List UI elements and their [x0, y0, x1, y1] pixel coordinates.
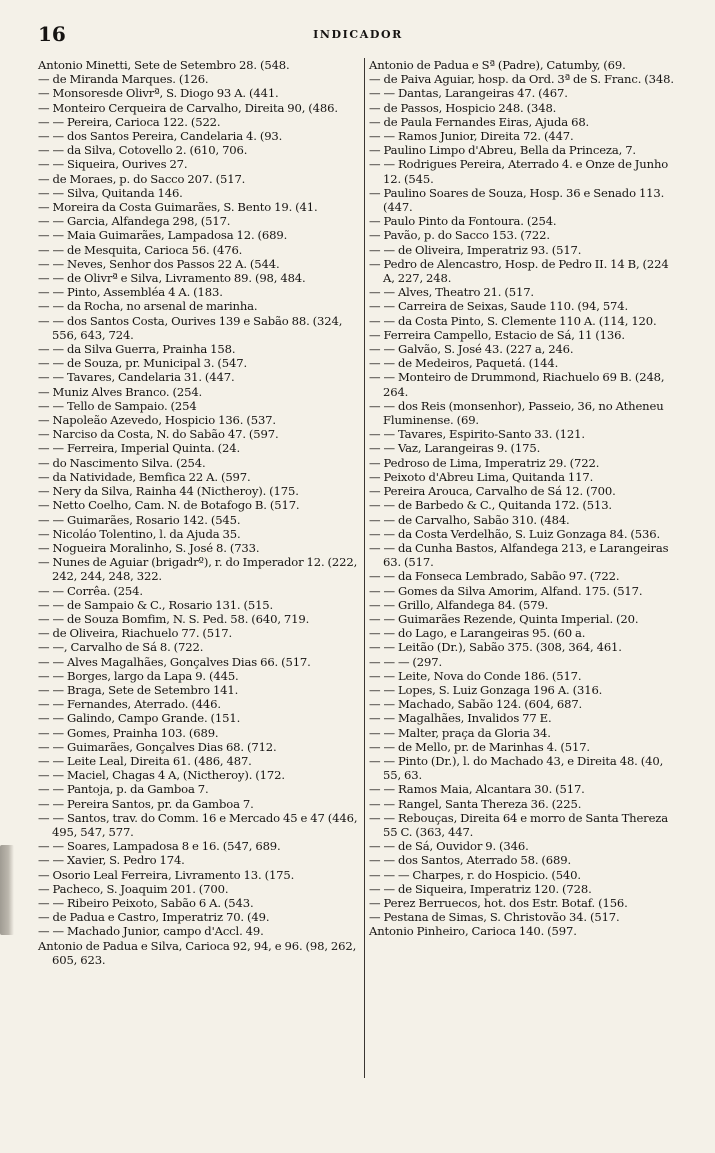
directory-entry: — — de Olivrª e Silva, Livramento 89. (98, 484. — [38, 271, 306, 286]
directory-entry: — Pacheco, S. Joaquim 201. (700. — [38, 881, 229, 896]
directory-entry: — Pavão, p. do Sacco 153. (722. — [369, 228, 550, 243]
directory-entry: — — Alves Magalhães, Gonçalves Dias 66. (517. — [38, 654, 311, 669]
directory-entry: — — Lopes, S. Luiz Gonzaga 196 A. (316. — [369, 682, 603, 697]
directory-entry: — Pedroso de Lima, Imperatriz 29. (722. — [369, 455, 600, 470]
directory-entry: — de Miranda Marques. (126. — [38, 72, 209, 87]
directory-entry: — de Passos, Hospicio 248. (348. — [369, 100, 557, 115]
directory-entry: — — Silva, Quitanda 146. — [38, 185, 183, 200]
directory-entry: — de Paula Fernandes Eiras, Ajuda 68. — [369, 114, 590, 129]
directory-entry: — Muniz Alves Branco. (254. — [38, 384, 203, 399]
directory-entry: — — de Medeiros, Paquetá. (144. — [369, 356, 559, 371]
directory-entry: — — da Silva Guerra, Prainha 158. — [38, 342, 236, 357]
page-header — [38, 22, 678, 46]
directory-entry: — — Pantoja, p. da Gamboa 7. — [38, 782, 209, 797]
directory-entry: — — Tavares, Espirito-Santo 33. (121. — [369, 427, 585, 442]
directory-entry: — — de Mesquita, Carioca 56. (476. — [38, 242, 243, 257]
directory-entry: — Netto Coelho, Cam. N. de Botafogo B. (517. — [38, 498, 300, 513]
directory-entry: — — do Lago, e Larangeiras 95. (60 a. — [369, 626, 586, 641]
directory-entry: — — da Rocha, no arsenal de marinha. — [38, 299, 258, 314]
directory-entry: — — Pereira, Carioca 122. (522. — [38, 114, 221, 129]
directory-entry: — — da Fonseca Lembrado, Sabão 97. (722. — [369, 569, 620, 584]
directory-entry: — — Pereira Santos, pr. da Gamboa 7. — [38, 796, 254, 811]
directory-entry: — — Ramos Maia, Alcantara 30. (517. — [369, 782, 585, 797]
directory-entry: — — Ribeiro Peixoto, Sabão 6 A. (543. — [38, 895, 254, 910]
directory-entry: Antonio Pinheiro, Carioca 140. (597. — [369, 924, 577, 939]
directory-entry: — — de Mello, pr. de Marinhas 4. (517. — [369, 739, 590, 754]
directory-entry: — de Moraes, p. do Sacco 207. (517. — [38, 171, 246, 186]
directory-entry: — Osorio Leal Ferreira, Livramento 13. (175. — [38, 867, 295, 882]
directory-entry: — — de Carvalho, Sabão 310. (484. — [369, 512, 570, 527]
directory-entry: — Pestana de Simas, S. Christovão 34. (517. — [369, 910, 620, 925]
directory-entry: — — Tavares, Candelaria 31. (447. — [38, 370, 235, 385]
directory-entry: — — Corrêa. (254. — [38, 583, 143, 598]
directory-entry: — — Maia Guimarães, Lampadosa 12. (689. — [38, 228, 288, 243]
directory-entry: — Monteiro Cerqueira de Carvalho, Direita 90, (486. — [38, 100, 338, 115]
directory-entry: — — Leite, Nova do Conde 186. (517. — [369, 668, 582, 683]
directory-entry: — da Natividade, Bemfica 22 A. (597. — [38, 469, 251, 484]
directory-entry: — — Leite Leal, Direita 61. (486, 487. — [38, 753, 252, 768]
directory-entry: — — Fernandes, Aterrado. (446. — [38, 697, 221, 712]
directory-entry: — — Galindo, Campo Grande. (151. — [38, 711, 241, 726]
directory-entry: — — Santos, trav. do Comm. 16 e Mercado 45 e 47 (446, 495, 547, 577. — [38, 810, 358, 839]
directory-entry: — — Pinto (Dr.), l. do Machado 43, e Direita 48. (40, 55, 63. — [369, 753, 664, 783]
directory-entry: — — Alves, Theatro 21. (517. — [369, 285, 534, 300]
directory-entry: — — Guimarães, Gonçalves Dias 68. (712. — [38, 739, 277, 754]
directory-entry: — Moreira da Costa Guimarães, S. Bento 19. (41. — [38, 200, 318, 215]
directory-entry: — — de Oliveira, Imperatriz 93. (517. — [369, 242, 582, 257]
directory-entry: — — Neves, Senhor dos Passos 22 A. (544. — [38, 256, 280, 271]
directory-entry: — — da Silva, Cotovello 2. (610, 706. — [38, 143, 248, 158]
directory-entry: — — Grillo, Alfandega 84. (579. — [369, 597, 549, 612]
directory-entry: — Narciso da Costa, N. do Sabão 47. (597. — [38, 427, 279, 442]
directory-entry: — — Machado, Sabão 124. (604, 687. — [369, 697, 583, 712]
right-column — [369, 58, 679, 939]
directory-entry: — — Tello de Sampaio. (254 — [38, 398, 197, 413]
directory-entry: — — — Charpes, r. do Hospicio. (540. — [369, 867, 581, 882]
directory-entry: — — Rodrigues Pereira, Aterrado 4. e Onze de Junho 12. (545. — [369, 157, 669, 186]
directory-entry: — — Galvão, S. José 43. (227 a, 246. — [369, 342, 574, 357]
directory-entry: — — Maciel, Chagas 4 A, (Nictheroy). (172. — [38, 768, 285, 783]
directory-entry: — — de Siqueira, Imperatriz 120. (728. — [369, 881, 592, 896]
directory-entry: — — Siqueira, Ourives 27. — [38, 157, 188, 172]
directory-entry: — — Borges, largo da Lapa 9. (445. — [38, 668, 239, 683]
directory-entry: — — Monteiro de Drummond, Riachuelo 69 B. (248, 264. — [369, 370, 665, 399]
directory-entry: — — Garcia, Alfandega 298, (517. — [38, 214, 231, 229]
directory-entry: — Nicoláo Tolentino, l. da Ajuda 35. — [38, 526, 241, 541]
directory-entry: — — Magalhães, Invalidos 77 E. — [369, 711, 552, 726]
directory-entry: — — da Costa Verdelhão, S. Luiz Gonzaga 84. (536. — [369, 526, 660, 541]
directory-entry: — — dos Santos, Aterrado 58. (689. — [369, 853, 572, 868]
directory-entry: — Napoleão Azevedo, Hospicio 136. (537. — [38, 413, 276, 428]
directory-entry: — do Nascimento Silva. (254. — [38, 455, 206, 470]
directory-entry: — Monsoresde Olivrª, S. Diogo 93 A. (441. — [38, 86, 279, 101]
directory-entry: — — Gomes, Prainha 103. (689. — [38, 725, 219, 740]
directory-entry: — — dos Reis (monsenhor), Passeio, 36, no Atheneu Fluminense. (69. — [369, 398, 664, 428]
directory-entry: — — — (297. — [369, 654, 443, 669]
column-divider — [364, 58, 365, 1078]
directory-entry: — Ferreira Campello, Estacio de Sá, 11 (136. — [369, 327, 625, 342]
directory-entry: — Pereira Arouca, Carvalho de Sá 12. (700. — [369, 484, 616, 499]
directory-entry: — — Malter, praça da Gloria 34. — [369, 725, 551, 740]
directory-entry: — — de Souza, pr. Municipal 3. (547. — [38, 356, 247, 371]
directory-entry: — — Soares, Lampadosa 8 e 16. (547, 689. — [38, 839, 281, 854]
directory-entry: Antonio de Padua e Sª (Padre), Catumby, (69. — [369, 58, 626, 72]
directory-entry: — — Vaz, Larangeiras 9. (175. — [369, 441, 541, 456]
directory-entry: — — Guimarães, Rosario 142. (545. — [38, 512, 241, 527]
directory-entry: Antonio Minetti, Sete de Setembro 28. (548. — [38, 58, 290, 72]
page-edge-stain — [0, 845, 14, 935]
directory-entry: — — dos Santos Costa, Ourives 139 e Sabão 88. (324, 556, 643, 724. — [38, 313, 343, 342]
directory-entry: — — de Barbedo & C., Quitanda 172. (513. — [369, 498, 612, 513]
directory-entry: — — Ferreira, Imperial Quinta. (24. — [38, 441, 241, 456]
directory-entry: — — da Costa Pinto, S. Clemente 110 A. (114, 120. — [369, 313, 657, 328]
directory-entry: — Perez Berruecos, hot. dos Estr. Botaf. (156. — [369, 895, 628, 910]
directory-entry: — — Carreira de Seixas, Saude 110. (94, 574. — [369, 299, 629, 314]
directory-entry: — Nunes de Aguiar (brigadrº), r. do Imperador 12. (222, 242, 244, 248, 322. — [38, 555, 358, 584]
left-column — [38, 58, 360, 967]
directory-entry: Antonio de Padua e Silva, Carioca 92, 94, e 96. (98, 262, 605, 623. — [38, 938, 357, 967]
directory-entry: — — Rebouças, Direita 64 e morro de Santa Thereza 55 C. (363, 447. — [369, 810, 669, 839]
directory-entry: — — Dantas, Larangeiras 47. (467. — [369, 86, 568, 101]
directory-entry: — — de Souza Bomfim, N. S. Ped. 58. (640, 719. — [38, 611, 310, 626]
directory-entry: — — Leitão (Dr.), Sabão 375. (308, 364, 461. — [369, 640, 622, 655]
directory-entry: — — Ramos Junior, Direita 72. (447. — [369, 129, 574, 144]
directory-entry: — Paulino Limpo d'Abreu, Bella da Princeza, 7. — [369, 143, 636, 158]
directory-entry: — — de Sampaio & C., Rosario 131. (515. — [38, 597, 274, 612]
directory-entry: — Nery da Silva, Rainha 44 (Nictheroy). (175. — [38, 484, 299, 499]
directory-entry: — — da Cunha Bastos, Alfandega 213, e Larangeiras 63. (517. — [369, 540, 669, 570]
directory-entry: — Peixoto d'Abreu Lima, Quitanda 117. — [369, 469, 594, 484]
directory-entry: — — Xavier, S. Pedro 174. — [38, 853, 185, 868]
directory-entry: — — Guimarães Rezende, Quinta Imperial. (20. — [369, 611, 639, 626]
directory-entry: — de Oliveira, Riachuelo 77. (517. — [38, 626, 232, 641]
directory-entry: — — Braga, Sete de Setembro 141. — [38, 682, 239, 697]
page-number: 16 — [38, 22, 66, 46]
directory-entry: — —, Carvalho de Sá 8. (722. — [38, 640, 204, 655]
page-title: INDICADOR — [313, 28, 403, 41]
directory-entry: — Nogueira Moralinho, S. José 8. (733. — [38, 540, 260, 555]
directory-entry: — Pedro de Alencastro, Hosp. de Pedro II. 14 B, (224 A, 227, 248. — [369, 256, 669, 286]
directory-entry: — — de Sá, Ouvidor 9. (346. — [369, 839, 529, 854]
directory-entry: — — Gomes da Silva Amorim, Alfand. 175. (517. — [369, 583, 643, 598]
directory-entry: — — Pinto, Assembléa 4 A. (183. — [38, 285, 223, 300]
directory-entry: — — Machado Junior, campo d'Accl. 49. — [38, 924, 264, 939]
directory-entry: — — dos Santos Pereira, Candelaria 4. (93. — [38, 129, 283, 144]
directory-entry: — de Padua e Castro, Imperatriz 70. (49. — [38, 910, 270, 925]
directory-entry: — — Rangel, Santa Thereza 36. (225. — [369, 796, 582, 811]
directory-entry: — Paulino Soares de Souza, Hosp. 36 e Senado 113. (447. — [369, 185, 665, 215]
directory-entry: — de Paiva Aguiar, hosp. da Ord. 3ª de S. Franc. (348. — [369, 72, 674, 87]
directory-entry: — Paulo Pinto da Fontoura. (254. — [369, 214, 557, 229]
